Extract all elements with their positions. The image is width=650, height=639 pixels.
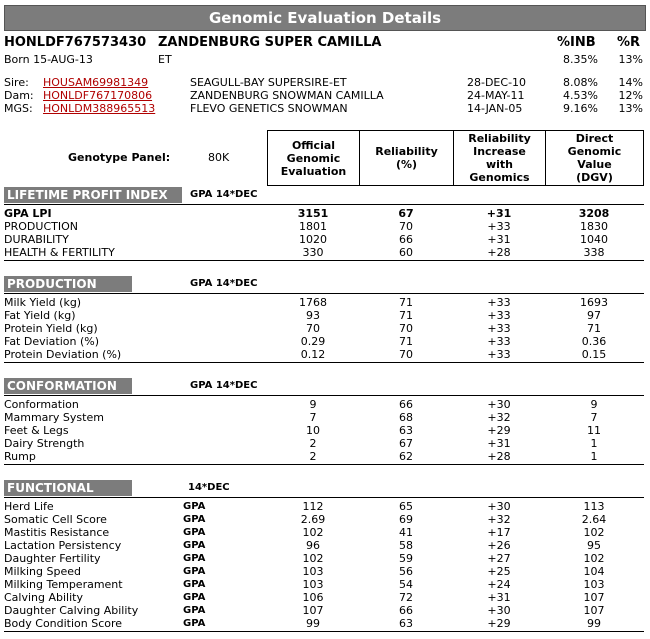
increase-value: +33: [487, 309, 511, 322]
increase-value: +31: [486, 207, 512, 220]
dgv-value: 107: [583, 591, 605, 604]
increase-value: +24: [487, 578, 511, 591]
increase-value: +29: [487, 617, 511, 630]
increase-value: +26: [487, 539, 511, 552]
increase-value: +17: [487, 526, 511, 539]
pedigree-role: MGS:: [4, 102, 33, 115]
trait-grade: GPA: [183, 540, 206, 551]
trait-label: Calving Ability: [4, 591, 83, 604]
pedigree-name: SEAGULL-BAY SUPERSIRE-ET: [190, 76, 347, 89]
page-title: Genomic Evaluation Details: [4, 5, 646, 31]
reliability-value: 67: [398, 207, 414, 220]
trait-grade: GPA: [183, 592, 206, 603]
reliability-value: 56: [399, 565, 413, 578]
pedigree-role: Dam:: [4, 89, 34, 102]
section-title: CONFORMATION: [4, 378, 132, 394]
birth-date: Born 15-AUG-13: [4, 53, 93, 66]
trait-grade: GPA: [183, 514, 206, 525]
trait-label: Milking Temperament: [4, 578, 123, 591]
official-value: 107: [302, 604, 324, 617]
increase-value: +30: [487, 604, 511, 617]
section-divider: [4, 497, 644, 498]
official-value: 1020: [299, 233, 327, 246]
trait-label: Milking Speed: [4, 565, 81, 578]
reliability-value: 41: [399, 526, 413, 539]
animal-id: HONLDF767573430: [4, 35, 147, 50]
trait-label: Milk Yield (kg): [4, 296, 82, 309]
dgv-value: 103: [583, 578, 605, 591]
pedigree-date: 28-DEC-10: [467, 76, 527, 89]
header-reliability: Reliability (%): [359, 130, 454, 186]
reliability-value: 70: [399, 220, 413, 233]
trait-label: Protein Yield (kg): [4, 322, 98, 335]
official-value: 106: [302, 591, 324, 604]
trait-label: Lactation Persistency: [4, 539, 122, 552]
section-title: FUNCTIONAL: [4, 480, 132, 496]
reliability-value: 72: [399, 591, 413, 604]
section-bottom-line: [4, 631, 644, 632]
official-value: 103: [302, 578, 324, 591]
official-value: 102: [302, 552, 324, 565]
trait-grade: GPA: [183, 579, 206, 590]
animal-r: 13%: [618, 53, 643, 66]
official-value: 112: [302, 500, 324, 513]
pedigree-id-link[interactable]: HONLDM388965513: [43, 102, 156, 115]
section-divider: [4, 293, 644, 294]
r-header: %R: [617, 35, 641, 50]
pedigree-inb: 4.53%: [563, 89, 598, 102]
increase-value: +31: [487, 437, 511, 450]
dgv-value: 95: [587, 539, 601, 552]
section-divider: [4, 204, 644, 205]
increase-value: +27: [487, 552, 511, 565]
dgv-value: 1040: [580, 233, 608, 246]
trait-label: PRODUCTION: [4, 220, 78, 233]
reliability-value: 71: [399, 309, 413, 322]
official-value: 10: [306, 424, 320, 437]
reliability-value: 59: [399, 552, 413, 565]
reliability-value: 66: [399, 233, 413, 246]
official-value: 2.69: [300, 513, 326, 526]
section-bottom-line: [4, 260, 644, 261]
trait-label: GPA LPI: [4, 207, 52, 220]
reliability-value: 70: [399, 348, 413, 361]
increase-value: +33: [487, 335, 511, 348]
increase-value: +31: [487, 233, 511, 246]
dgv-value: 2.64: [581, 513, 607, 526]
genotype-panel-value: 80K: [208, 151, 230, 164]
animal-name: ZANDENBURG SUPER CAMILLA: [158, 35, 382, 50]
trait-label: HEALTH & FERTILITY: [4, 246, 115, 259]
reliability-value: 66: [399, 604, 413, 617]
dgv-value: 338: [583, 246, 605, 259]
dgv-value: 1: [590, 437, 598, 450]
official-value: 99: [306, 617, 320, 630]
trait-label: Dairy Strength: [4, 437, 85, 450]
pedigree-r: 12%: [618, 89, 643, 102]
pedigree-name: ZANDENBURG SNOWMAN CAMILLA: [190, 89, 384, 102]
official-value: 0.12: [300, 348, 326, 361]
animal-inb: 8.35%: [563, 53, 598, 66]
official-value: 93: [306, 309, 320, 322]
official-value: 1801: [299, 220, 327, 233]
section-code: GPA 14*DEC: [190, 189, 258, 200]
dgv-value: 1693: [580, 296, 608, 309]
official-value: 0.29: [300, 335, 326, 348]
reliability-value: 60: [399, 246, 413, 259]
official-value: 1768: [299, 296, 327, 309]
dgv-value: 0.15: [581, 348, 607, 361]
section-bottom-line: [4, 362, 644, 363]
genotype-panel-label: Genotype Panel:: [68, 151, 171, 164]
pedigree-name: FLEVO GENETICS SNOWMAN: [190, 102, 348, 115]
dgv-value: 107: [583, 604, 605, 617]
header-dgv: Direct Genomic Value (DGV): [545, 130, 644, 186]
pedigree-r: 14%: [618, 76, 643, 89]
reliability-value: 63: [399, 617, 413, 630]
increase-value: +32: [487, 411, 511, 424]
official-value: 3151: [297, 207, 329, 220]
trait-grade: GPA: [183, 527, 206, 538]
trait-label: Daughter Calving Ability: [4, 604, 139, 617]
increase-value: +33: [487, 348, 511, 361]
reliability-value: 66: [399, 398, 413, 411]
pedigree-inb: 8.08%: [563, 76, 598, 89]
increase-value: +33: [487, 322, 511, 335]
dgv-value: 97: [587, 309, 601, 322]
increase-value: +30: [487, 500, 511, 513]
section-title: PRODUCTION: [4, 276, 132, 292]
increase-value: +32: [487, 513, 511, 526]
section-title: LIFETIME PROFIT INDEX: [4, 187, 182, 203]
increase-value: +33: [487, 220, 511, 233]
pedigree-r: 13%: [618, 102, 643, 115]
increase-value: +28: [487, 450, 511, 463]
official-value: 102: [302, 526, 324, 539]
trait-label: Fat Yield (kg): [4, 309, 76, 322]
increase-value: +33: [487, 296, 511, 309]
reliability-value: 69: [399, 513, 413, 526]
inb-header: %INB: [557, 35, 596, 50]
reliability-value: 71: [399, 335, 413, 348]
trait-grade: GPA: [183, 566, 206, 577]
trait-label: Rump: [4, 450, 36, 463]
header-reliability-increase: Reliability Increase with Genomics: [453, 130, 546, 186]
reliability-value: 70: [399, 322, 413, 335]
increase-value: +30: [487, 398, 511, 411]
trait-grade: GPA: [183, 605, 206, 616]
dgv-value: 9: [590, 398, 598, 411]
dgv-value: 104: [583, 565, 605, 578]
trait-label: Body Condition Score: [4, 617, 123, 630]
reliability-value: 68: [399, 411, 413, 424]
pedigree-id-link[interactable]: HONLDF767170806: [43, 89, 153, 102]
official-value: 2: [309, 450, 317, 463]
official-value: 330: [302, 246, 324, 259]
trait-label: Somatic Cell Score: [4, 513, 107, 526]
pedigree-role: Sire:: [4, 76, 29, 89]
pedigree-date: 14-JAN-05: [467, 102, 523, 115]
increase-value: +29: [487, 424, 511, 437]
reliability-value: 63: [399, 424, 413, 437]
official-value: 70: [306, 322, 320, 335]
official-value: 7: [309, 411, 317, 424]
reliability-value: 54: [399, 578, 413, 591]
official-value: 2: [309, 437, 317, 450]
pedigree-id-link[interactable]: HOUSAM69981349: [43, 76, 149, 89]
official-value: 96: [306, 539, 320, 552]
trait-label: Mammary System: [4, 411, 104, 424]
section-bottom-line: [4, 464, 644, 465]
trait-label: Daughter Fertility: [4, 552, 101, 565]
section-code: GPA 14*DEC: [190, 278, 258, 289]
trait-label: Herd Life: [4, 500, 54, 513]
section-code: 14*DEC: [188, 482, 230, 493]
trait-grade: GPA: [183, 553, 206, 564]
dgv-value: 1: [590, 450, 598, 463]
dgv-value: 0.36: [581, 335, 607, 348]
dgv-value: 11: [587, 424, 601, 437]
reliability-value: 62: [399, 450, 413, 463]
dgv-value: 102: [583, 552, 605, 565]
increase-value: +31: [487, 591, 511, 604]
reliability-value: 67: [399, 437, 413, 450]
section-code: GPA 14*DEC: [190, 380, 258, 391]
header-official-evaluation: Official Genomic Evaluation: [267, 130, 360, 186]
trait-label: Protein Deviation (%): [4, 348, 122, 361]
trait-label: Feet & Legs: [4, 424, 69, 437]
official-value: 9: [309, 398, 317, 411]
trait-label: Conformation: [4, 398, 79, 411]
reliability-value: 71: [399, 296, 413, 309]
trait-label: Mastitis Resistance: [4, 526, 110, 539]
dgv-value: 1830: [580, 220, 608, 233]
trait-grade: GPA: [183, 618, 206, 629]
increase-value: +28: [487, 246, 511, 259]
trait-label: Fat Deviation (%): [4, 335, 100, 348]
dgv-value: 113: [583, 500, 605, 513]
dgv-value: 7: [590, 411, 598, 424]
pedigree-inb: 9.16%: [563, 102, 598, 115]
increase-value: +25: [487, 565, 511, 578]
pedigree-date: 24-MAY-11: [467, 89, 525, 102]
trait-label: DURABILITY: [4, 233, 69, 246]
reliability-value: 65: [399, 500, 413, 513]
dgv-value: 71: [587, 322, 601, 335]
et-flag: ET: [158, 53, 172, 66]
reliability-value: 58: [399, 539, 413, 552]
dgv-value: 102: [583, 526, 605, 539]
dgv-value: 3208: [578, 207, 610, 220]
dgv-value: 99: [587, 617, 601, 630]
official-value: 103: [302, 565, 324, 578]
trait-grade: GPA: [183, 501, 206, 512]
section-divider: [4, 395, 644, 396]
